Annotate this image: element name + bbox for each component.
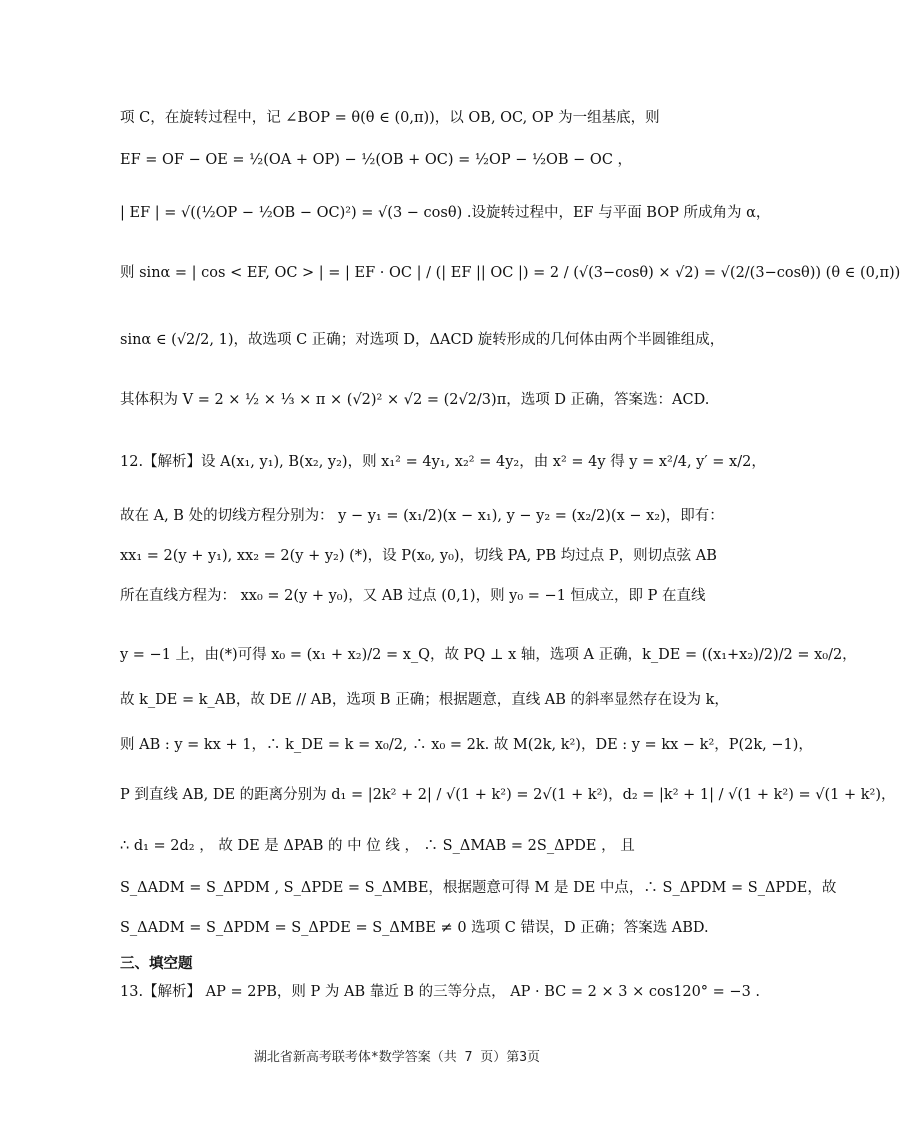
text-line: sinα ∈ (√2/2, 1)，故选项 C 正确；对选项 D，ΔACD 旋转形成的几何体由两个半圆锥组成， — [120, 332, 725, 348]
text-line: 12.【解析】设 A(x₁, y₁), B(x₂, y₂)，则 x₁² = 4y₁, x₂² = 4y₂，由 x² = 4y 得 y = x²/4, y′ = x/2， — [120, 454, 766, 470]
text-line: S_ΔADM = S_ΔPDM = S_ΔPDE = S_ΔMBE ≠ 0 选项 C 错误，D 正确；答案选 ABD. — [120, 920, 709, 936]
text-line: | EF | = √((½OP − ½OB − OC)²) = √(3 − cosθ) .设旋转过程中，EF 与平面 BOP 所成角为 α， — [120, 205, 771, 221]
text-line: xx₁ = 2(y + y₁), xx₂ = 2(y + y₂) (*)，设 P(x₀, y₀)，切线 PA, PB 均过点 P，则切点弦 AB — [120, 548, 717, 564]
text-line: EF = OF − OE = ½(OA + OP) − ½(OB + OC) = ½OP − ½OB − OC ， — [120, 152, 633, 168]
text-line: 则 AB : y = kx + 1，∴ k_DE = k = x₀/2, ∴ x₀ = 2k. 故 M(2k, k²)，DE : y = kx − k²，P(2k, −1)， — [120, 737, 813, 753]
text-line: 故 k_DE = k_AB，故 DE // AB，选项 B 正确；根据题意，直线 AB 的斜率显然存在设为 k， — [120, 692, 729, 708]
text-line: S_ΔADM = S_ΔPDM , S_ΔPDE = S_ΔMBE，根据题意可得 M 是 DE 中点，∴ S_ΔPDM = S_ΔPDE，故 — [120, 880, 837, 896]
text-line: 其体积为 V = 2 × ½ × ⅓ × π × (√2)² × √2 = (2√2/3)π，选项 D 正确，答案选：ACD. — [120, 392, 710, 408]
section-heading: 三、填空题 — [120, 956, 193, 972]
text-line: 项 C，在旋转过程中，记 ∠BOP = θ(θ ∈ (0,π))，以 OB, OC, OP 为一组基底，则 — [120, 110, 660, 126]
text-line: P 到直线 AB, DE 的距离分别为 d₁ = |2k² + 2| / √(1 + k²) = 2√(1 + k²)，d₂ = |k² + 1| / √(1 + k²) = √(1 + k²)， — [120, 787, 896, 803]
text-line: ∴ d₁ = 2d₂ ， 故 DE 是 ΔPAB 的 中 位 线 ， ∴ S_ΔMAB = 2S_ΔPDE ， 且 — [120, 838, 635, 854]
text-line: 13.【解析】 AP = 2PB，则 P 为 AB 靠近 B 的三等分点， AP · BC = 2 × 3 × cos120° = −3 . — [120, 984, 761, 1000]
text-line: 则 sinα = | cos < EF, OC > | = | EF · OC | / (| EF || OC |) = 2 / (√(3−cosθ) × √2) = √(2/(3−cosθ)) (θ ∈ (0,π)) — [120, 265, 900, 281]
text-line: 故在 A, B 处的切线方程分别为： y − y₁ = (x₁/2)(x − x₁), y − y₂ = (x₂/2)(x − x₂)，即有： — [120, 508, 724, 524]
page-footer: 湖北省新高考联考体*数学答案（共 7 页）第3页 — [253, 1050, 541, 1065]
text-line: 所在直线方程为： xx₀ = 2(y + y₀)，又 AB 过点 (0,1)，则 y₀ = −1 恒成立，即 P 在直线 — [120, 588, 706, 604]
text-line: y = −1 上，由(*)可得 x₀ = (x₁ + x₂)/2 = x_Q，故 PQ ⊥ x 轴，选项 A 正确，k_DE = ((x₁+x₂)/2)/2 = x₀/2， — [120, 647, 857, 663]
